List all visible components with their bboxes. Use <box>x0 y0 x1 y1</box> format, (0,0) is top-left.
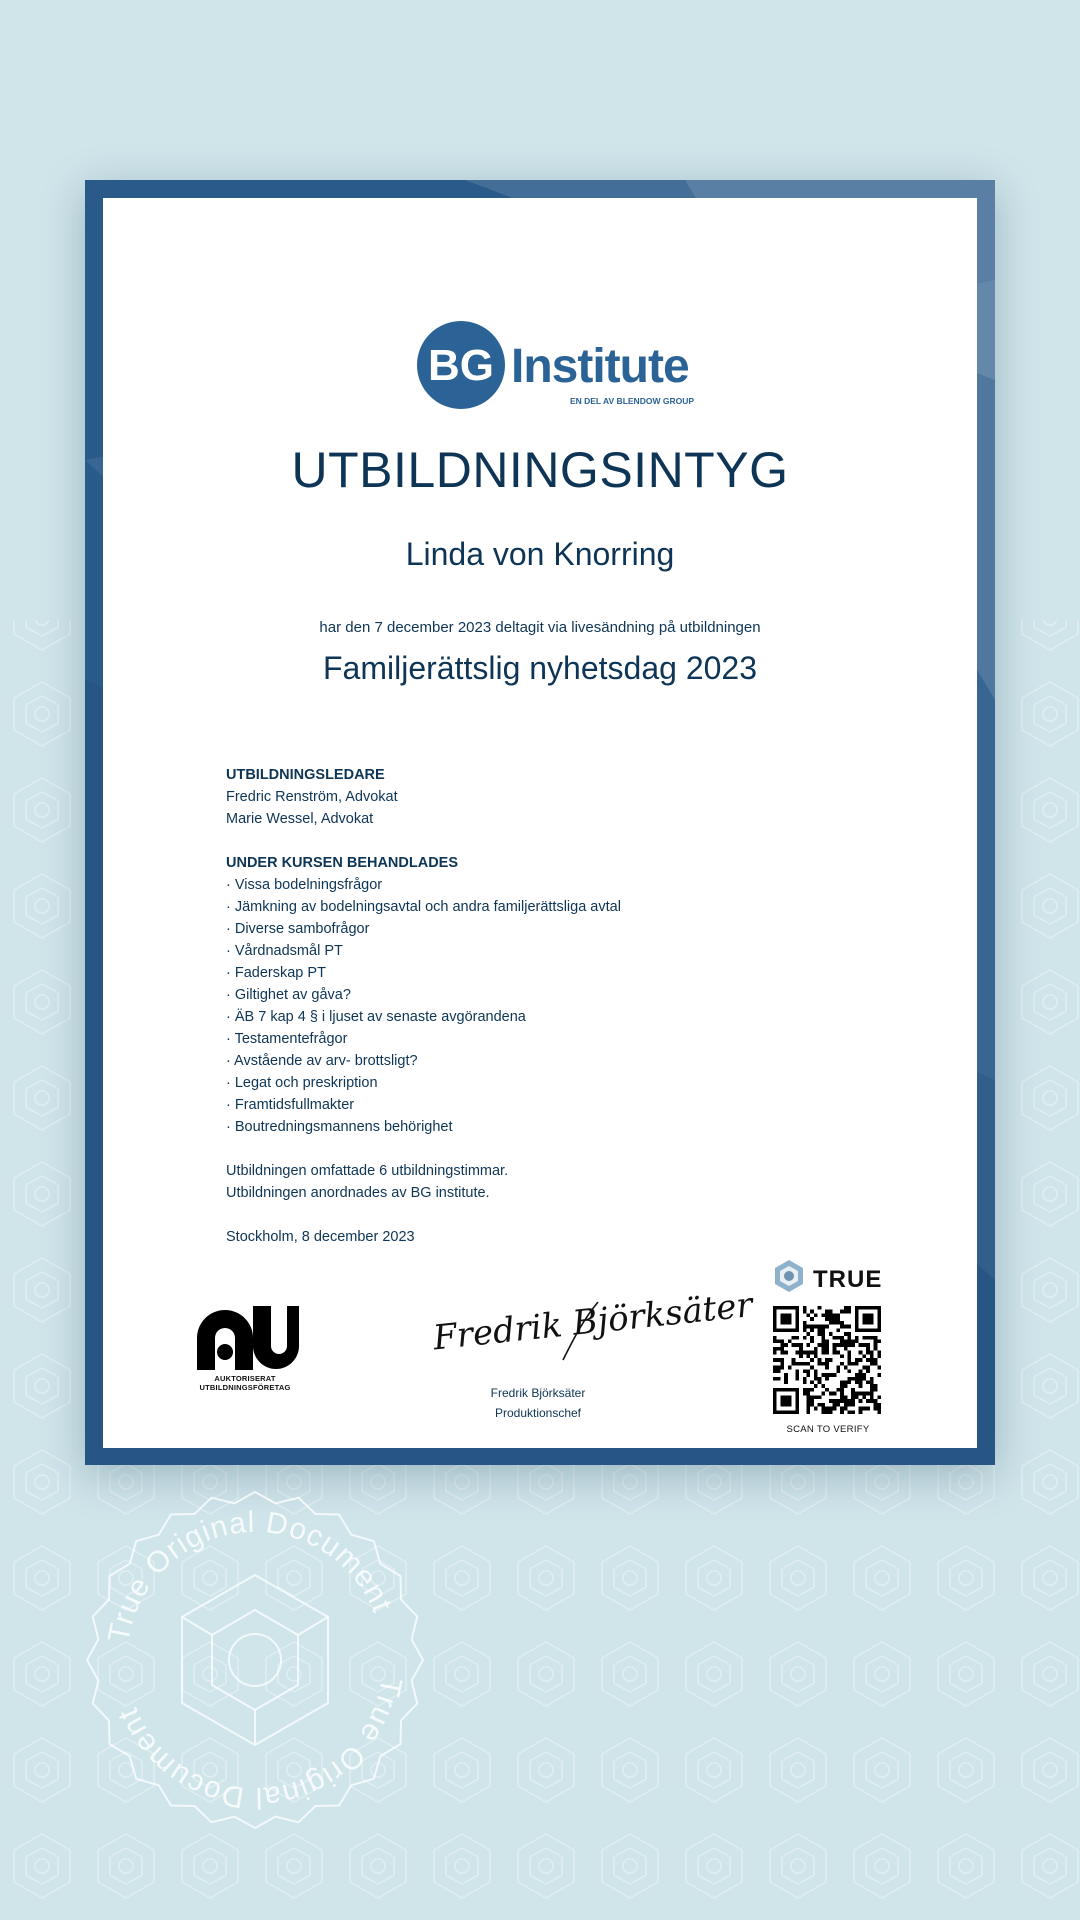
au-logo <box>191 1298 301 1372</box>
true-brand: TRUE <box>813 1266 883 1293</box>
topic-item: · Legat och preskription <box>226 1075 378 1091</box>
course-name: Familjerättslig nyhetsdag 2023 <box>322 650 757 686</box>
verification-qr-code[interactable] <box>773 1306 881 1414</box>
logo-tagline: EN DEL AV BLENDOW GROUP <box>569 396 694 406</box>
leader-item: Marie Wessel, Advokat <box>226 811 374 827</box>
leader-item: Fredric Renström, Advokat <box>226 789 398 805</box>
svg-text:Fredrik Björksäter: Fredrik Björksäter <box>431 1285 755 1359</box>
topic-item: · Boutredningsmannens behörighet <box>226 1119 453 1135</box>
training-organizer: Utbildningen anordnades av BG institute. <box>226 1185 490 1201</box>
svg-text:True Original Document <box>102 1506 399 1645</box>
topic-item: · Avstående av arv- brottsligt? <box>226 1053 418 1069</box>
topic-item: · Framtidsfullmakter <box>226 1097 355 1113</box>
certificate-frame <box>85 180 995 1465</box>
signatory-role: Produktionschef <box>494 1406 582 1420</box>
topic-item: · Diverse sambofrågor <box>226 921 370 937</box>
topic-item: · Testamentefrågor <box>226 1031 348 1047</box>
true-logo <box>771 1258 891 1298</box>
topic-item: · Vårdnadsmål PT <box>226 943 343 959</box>
training-hours: Utbildningen omfattade 6 utbildningstimmar. <box>226 1163 509 1179</box>
scan-to-verify-caption: SCAN TO VERIFY <box>786 1424 870 1435</box>
au-caption-line2: UTBILDNINGSFÖRETAG <box>199 1383 291 1392</box>
recipient-name: Linda von Knorring <box>405 536 675 572</box>
topics-heading: UNDER KURSEN BEHANDLADES <box>226 855 459 871</box>
topic-item: · Vissa bodelningsfrågor <box>226 877 383 893</box>
true-original-seal <box>80 1485 430 1835</box>
certificate-paper <box>103 198 977 1448</box>
signatory-block <box>393 1383 683 1423</box>
leaders-heading: UTBILDNINGSLEDARE <box>226 767 385 783</box>
svg-text:True Original Document <box>111 1675 408 1814</box>
certificate-details <box>226 764 866 1248</box>
participation-statement: har den 7 december 2023 deltagit via livesändning på utbildningen <box>319 619 761 636</box>
au-caption <box>187 1374 303 1392</box>
signature <box>423 1285 755 1370</box>
seal-text-bottom: True Original Document <box>111 1674 408 1815</box>
topic-item: · Giltighet av gåva? <box>226 987 351 1003</box>
logo-name: Institute <box>511 340 689 393</box>
signatory-name: Fredrik Björksäter <box>490 1386 586 1400</box>
certificate-title: UTBILDNINGSINTYG <box>291 442 789 498</box>
place-date: Stockholm, 8 december 2023 <box>226 1229 415 1245</box>
seal-text-top: True Original Document <box>102 1505 399 1646</box>
bg-institute-logo <box>417 320 717 415</box>
au-caption-line1: AUKTORISERAT <box>214 1374 276 1383</box>
topic-item: · ÄB 7 kap 4 § i ljuset av senaste avgörandena <box>226 1009 526 1025</box>
topic-item: · Jämkning av bodelningsavtal och andra familjerättsliga avtal <box>226 899 621 915</box>
logo-monogram: BG <box>428 341 494 390</box>
topic-item: · Faderskap PT <box>226 965 326 981</box>
